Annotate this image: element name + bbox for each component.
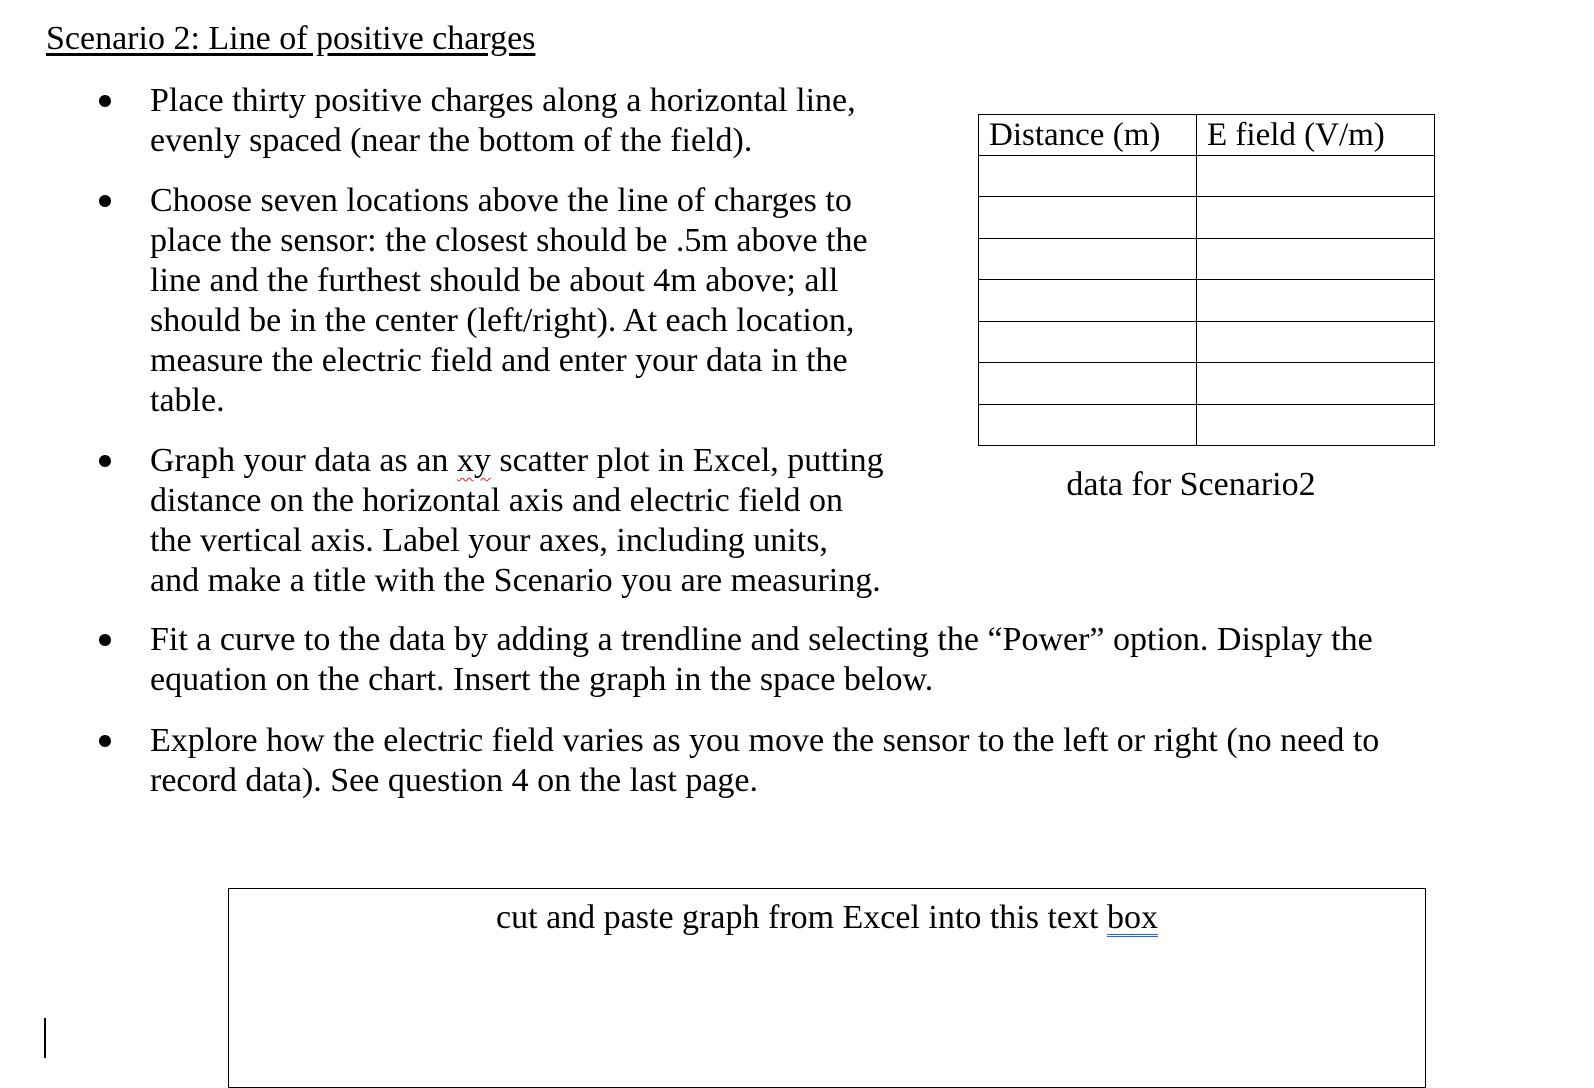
table-cell[interactable] [1197,363,1435,404]
page-title: Scenario 2: Line of positive charges [46,20,536,57]
data-table [978,114,1435,446]
table-cell[interactable] [979,238,1197,279]
table-row [979,238,1435,279]
table-cell[interactable] [979,197,1197,238]
table-cell[interactable] [979,280,1197,321]
bullet-marker [99,455,111,467]
bullet-item-explore[interactable]: Explore how the electric field varies as you move the sensor to the left or right (no need to record data). See question 4 on the last page. [150,722,1380,799]
bullet-text-segment: scatter plot in Excel, putting distance on the horizontal axis and electric field on the vertical axis. Label your axes, including units, and make a title with the Scenario you are measuring. [150,442,884,599]
bullet-marker [99,735,111,747]
table-cell[interactable] [979,156,1197,197]
table-header-row [979,115,1435,156]
bullet-item-place-charges[interactable]: Place thirty positive charges along a horizontal line, evenly spaced (near the bottom of the field). [150,82,856,159]
table-row [979,156,1435,197]
graph-text-box[interactable] [228,888,1426,1088]
table-cell[interactable] [1197,238,1435,279]
table-row [979,280,1435,321]
graph-box-text-segment: cut and paste graph from Excel into this text [496,899,1107,936]
table-cell[interactable] [979,363,1197,404]
table-row [979,404,1435,445]
column-header-e-field: E field (V/m) [1197,115,1435,156]
table-cell[interactable] [1197,280,1435,321]
grammar-flagged-word[interactable]: box [1106,899,1158,936]
column-header-distance: Distance (m) [979,115,1197,156]
table-caption: data for Scenario2 [1066,466,1316,503]
table-row [979,363,1435,404]
table-row [979,321,1435,362]
bullet-marker [99,634,111,646]
table-cell[interactable] [979,321,1197,362]
bullet-marker [99,195,111,207]
bullet-item-graph-data[interactable] [150,441,884,601]
bullet-item-fit-curve[interactable]: Fit a curve to the data by adding a trendline and selecting the “Power” option. Display the equation on the chart. Insert the graph in the space below. [150,621,1373,698]
table-cell[interactable] [1197,404,1435,445]
table-cell[interactable] [1197,197,1435,238]
bullet-text-segment: Graph your data as an [150,442,457,479]
spellcheck-flagged-word[interactable]: xy [456,442,491,479]
table-cell[interactable] [1197,156,1435,197]
table-cell[interactable] [1197,321,1435,362]
graph-box-instruction [229,899,1425,937]
text-cursor [44,1018,46,1058]
table-row [979,197,1435,238]
bullet-item-choose-locations[interactable]: Choose seven locations above the line of charges to place the sensor: the closest should be .5m above the line and the furthest should be about 4m above; all should be in the center (left/right). At each location, measure the electric field and enter your data in the table. [150,182,868,419]
table-cell[interactable] [979,404,1197,445]
bullet-marker [99,95,111,107]
